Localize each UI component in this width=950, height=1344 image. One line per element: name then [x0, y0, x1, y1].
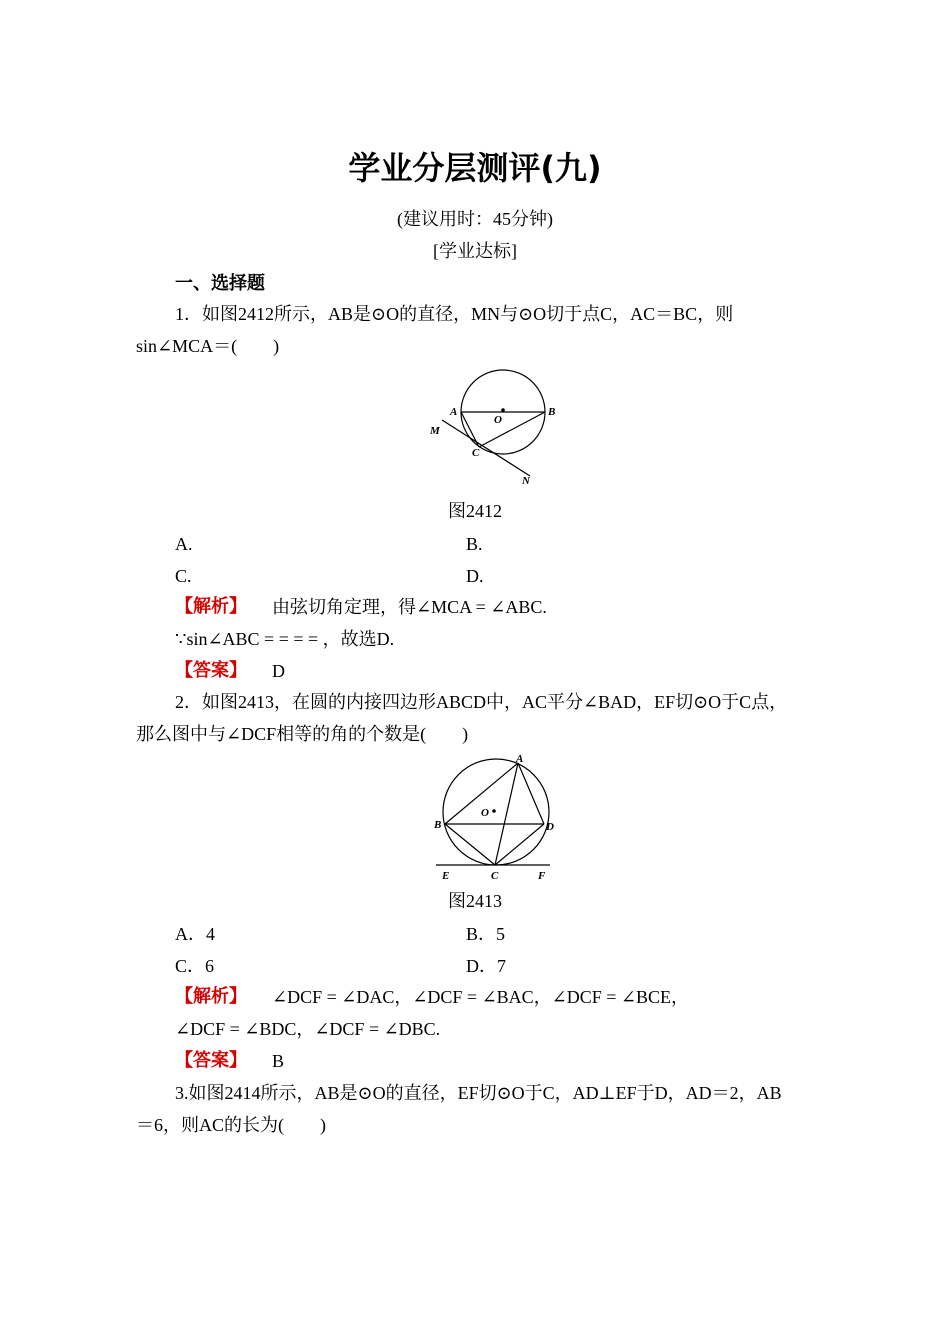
q1-line2: sin∠MCA＝( ) [136, 336, 280, 356]
q2-option-c: C．6 [175, 956, 215, 976]
page-title: 学业分层测评(九) [348, 149, 602, 187]
center-dot [492, 809, 496, 813]
label-e: E [442, 870, 450, 882]
label-d: D [546, 821, 554, 833]
label-c: C [472, 447, 480, 459]
label-m: M [430, 425, 440, 437]
q2-answer: B [272, 1051, 285, 1071]
label-b: B [434, 819, 442, 831]
label-o: O [494, 414, 502, 426]
chord-ac [495, 763, 518, 865]
figure-2413 [428, 752, 564, 882]
q1-analysis-line1: 由弦切角定理，得∠MCA = ∠ABC. [272, 597, 547, 617]
q3-line1: 3.如图2414所示，AB是⊙O的直径，EF切⊙O于C，AD⊥EF于D，AD＝2，AB [175, 1083, 782, 1103]
q2-analysis-line2: ∠DCF = ∠BDC，∠DCF = ∠DBC. [175, 1019, 441, 1039]
chord-bc [479, 412, 545, 447]
q2-option-b: B．5 [466, 924, 506, 944]
figure-2412 [420, 364, 560, 490]
q2-line2: 那么图中与∠DCF相等的角的个数是( ) [136, 724, 469, 744]
q3-line2: ＝6，则AC的长为( ) [136, 1115, 326, 1135]
q1-analysis-line2: ∵sin∠ABC = = = = ，故选D. [175, 629, 395, 649]
label-c: C [491, 870, 499, 882]
q2-analysis-line1: ∠DCF = ∠DAC，∠DCF = ∠BAC，∠DCF = ∠BCE， [272, 987, 690, 1007]
label-b: B [548, 406, 556, 418]
label-a: A [516, 753, 524, 765]
q1-answer: D [272, 661, 285, 681]
q1-option-a: A. [175, 534, 193, 554]
part-heading: 一、选择题 [175, 273, 265, 294]
time-note: (建议用时：45分钟) [397, 209, 553, 229]
q1-option-c: C. [175, 566, 192, 586]
q2-line1: 2．如图2413，在圆的内接四边形ABCD中，AC平分∠BAD，EF切⊙O于C点， [175, 692, 788, 712]
tangent-mn [442, 420, 530, 476]
q1-option-d: D. [466, 566, 484, 586]
label-n: N [522, 475, 530, 487]
q2-option-a: A．4 [175, 924, 215, 944]
label-a: A [450, 406, 458, 418]
fig-2412-caption: 图2412 [448, 501, 502, 521]
q2-option-d: D．7 [466, 956, 506, 976]
q1-answer-tag: 【答案】 [175, 660, 247, 681]
fig-2413-caption: 图2413 [448, 891, 502, 911]
section-heading: [学业达标] [433, 241, 517, 261]
q2-analysis-tag: 【解析】 [175, 986, 247, 1007]
q1-line1: 1．如图2412所示，AB是⊙O的直径，MN与⊙O切于点C，AC＝BC，则 [175, 304, 734, 324]
q2-answer-tag: 【答案】 [175, 1050, 247, 1071]
label-o: O [481, 807, 489, 819]
q1-option-b: B. [466, 534, 483, 554]
q1-analysis-tag: 【解析】 [175, 596, 247, 617]
label-f: F [538, 870, 546, 882]
center-dot [501, 408, 505, 412]
